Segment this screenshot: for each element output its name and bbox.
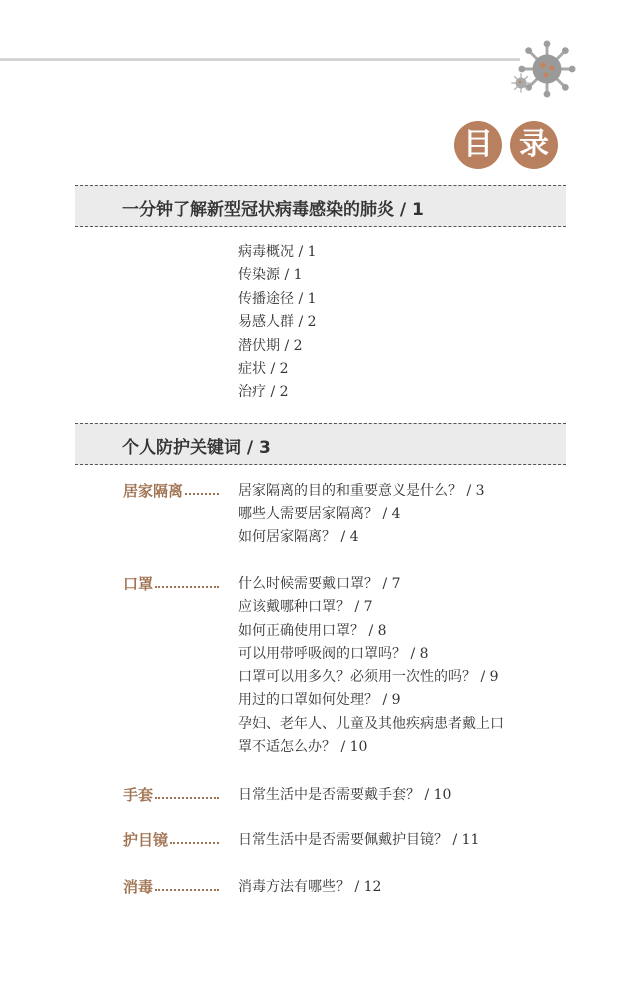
toc-entry[interactable]: 日常生活中是否需要佩戴护目镜？ / 11 — [238, 832, 480, 848]
toc-entry[interactable]: 易感人群 / 2 — [238, 314, 317, 330]
toc-entry[interactable]: 消毒方法有哪些？ / 12 — [238, 879, 382, 895]
category-goggles — [123, 830, 219, 850]
toc-entry[interactable]: 什么时候需要戴口罩？ / 7 — [238, 576, 401, 592]
virus-small-icon — [510, 72, 532, 94]
toc-entry[interactable]: 病毒概况 / 1 — [238, 244, 317, 260]
category-gloves — [123, 785, 219, 805]
toc-entry[interactable]: 哪些人需要居家隔离？ / 4 — [238, 506, 401, 522]
leader-dots — [155, 797, 219, 799]
toc-entry[interactable]: 传染源 / 1 — [238, 267, 303, 283]
section-title[interactable]: 一分钟了解新型冠状病毒感染的肺炎 / 1 — [122, 200, 424, 220]
category-label: 护目镜 — [123, 831, 169, 849]
toc-entry[interactable]: 可以用带呼吸阀的口罩吗？ / 8 — [238, 646, 429, 662]
toc-entry[interactable]: 传播途径 / 1 — [238, 291, 317, 307]
category-home-isolation — [123, 481, 219, 501]
toc-entry-continued[interactable]: 罩不适怎么办？ / 10 — [238, 739, 368, 755]
page-title — [454, 121, 558, 169]
category-label: 消毒 — [123, 878, 154, 896]
leader-dots — [185, 493, 219, 495]
toc-entry[interactable]: 如何居家隔离？ / 4 — [238, 529, 359, 545]
leader-dots — [155, 889, 219, 891]
title-char-2: 录 — [510, 121, 558, 169]
category-label: 手套 — [123, 786, 154, 804]
toc-entry[interactable]: 用过的口罩如何处理？ / 9 — [238, 692, 401, 708]
section-title[interactable]: 个人防护关键词 / 3 — [122, 438, 271, 458]
toc-entry[interactable]: 症状 / 2 — [238, 361, 289, 377]
toc-entry[interactable]: 孕妇、老年人、儿童及其他疾病患者戴上口 — [238, 716, 504, 732]
title-char-1: 目 — [454, 121, 502, 169]
top-decorative-rule — [0, 58, 520, 61]
category-label: 口罩 — [123, 575, 154, 593]
toc-entry[interactable]: 居家隔离的目的和重要意义是什么？ / 3 — [238, 483, 485, 499]
toc-entry[interactable]: 口罩可以用多久？必须用一次性的吗？ / 9 — [238, 669, 499, 685]
toc-entry[interactable]: 如何正确使用口罩？ / 8 — [238, 623, 387, 639]
section-header-2 — [75, 423, 566, 465]
leader-dots — [155, 586, 219, 588]
toc-entry[interactable]: 潜伏期 / 2 — [238, 338, 303, 354]
toc-entry[interactable]: 日常生活中是否需要戴手套？ / 10 — [238, 787, 452, 803]
toc-entry[interactable]: 治疗 / 2 — [238, 384, 289, 400]
category-mask — [123, 574, 219, 594]
section-header-1 — [75, 185, 566, 227]
leader-dots — [170, 842, 219, 844]
toc-entry[interactable]: 应该戴哪种口罩？ / 7 — [238, 599, 373, 615]
category-disinfection — [123, 877, 219, 897]
category-label: 居家隔离 — [123, 482, 184, 500]
